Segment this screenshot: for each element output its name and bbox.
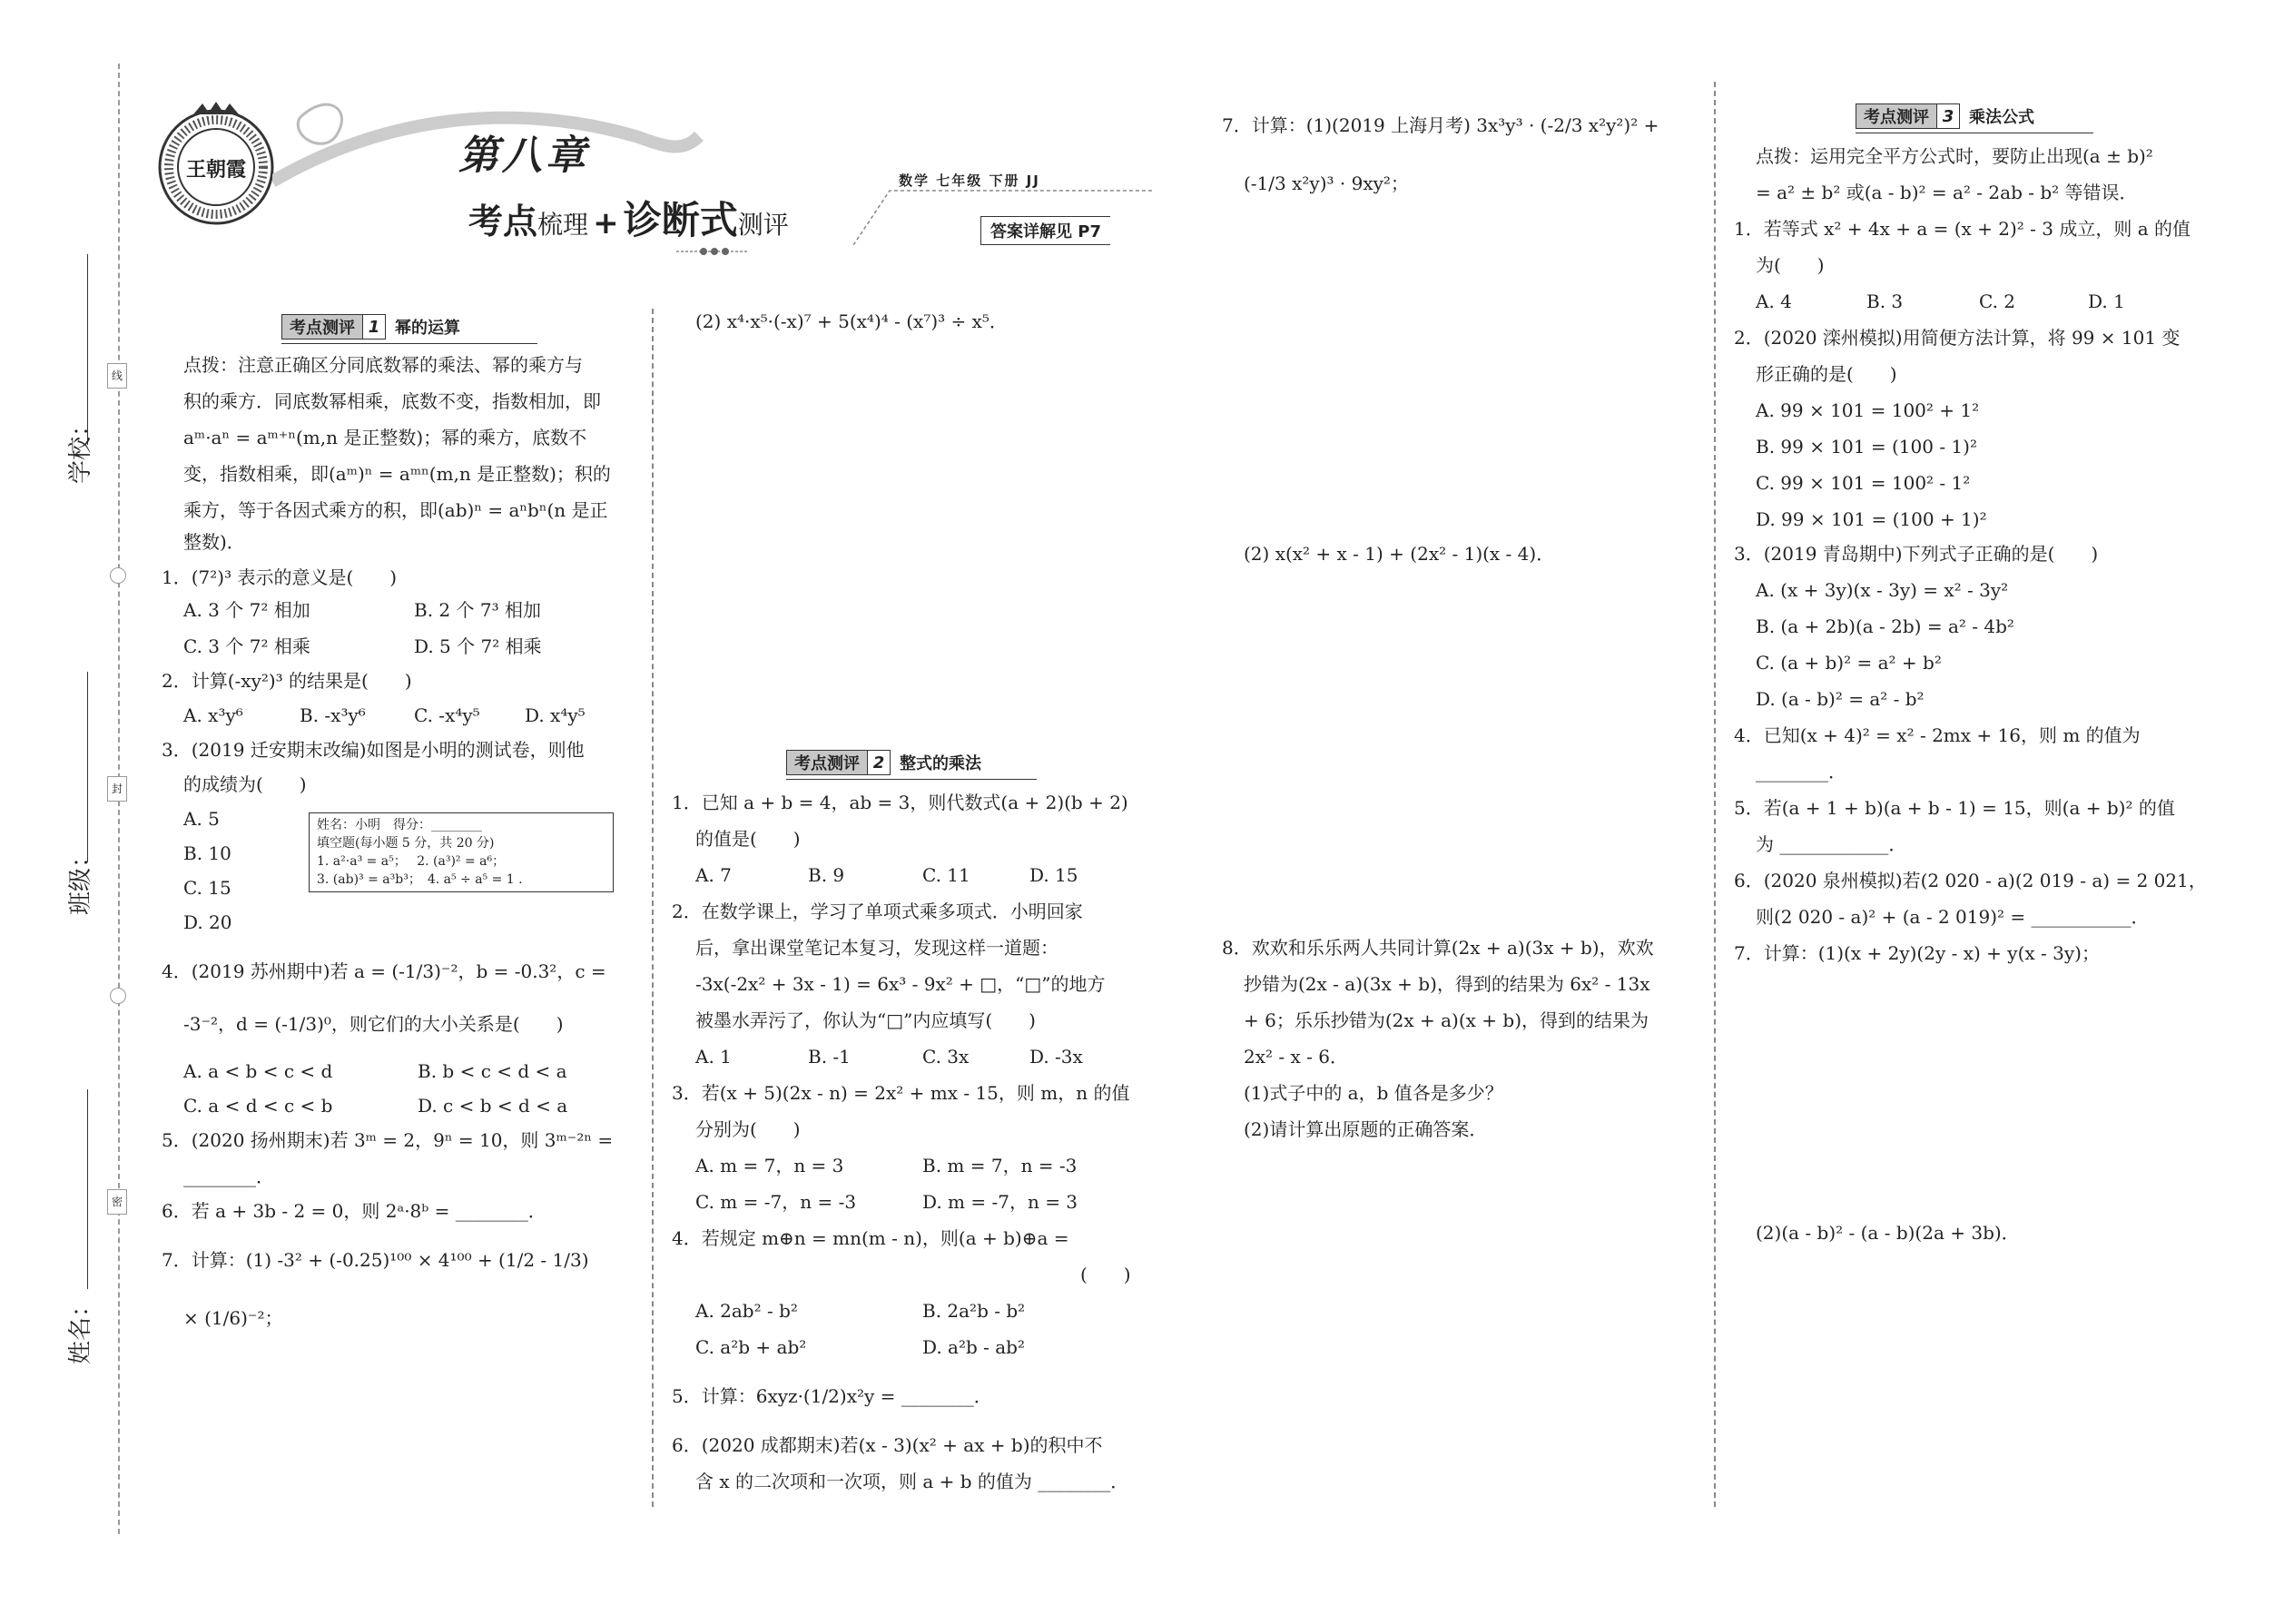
title-part-kaodian: 考点 — [468, 202, 538, 241]
s1-q3-line2: 的成绩为( ) — [183, 773, 307, 795]
s2-q2-option-c[interactable]: C. 3x — [922, 1046, 970, 1068]
s3-q1-option-a[interactable]: A. 4 — [1756, 290, 1792, 312]
answer-reference — [980, 216, 1110, 245]
s3-q1-option-b[interactable]: B. 3 — [1866, 290, 1904, 312]
binding-hole-1 — [110, 567, 126, 584]
c3-q8-line: 2x² - x - 6． — [1244, 1046, 1348, 1068]
dot-ornament — [676, 245, 749, 258]
c3-q7-part2: (2) x(x² + x - 1) + (2x² - 1)(x - 4)． — [1244, 543, 1555, 565]
s3-q7: 7．计算：(1)(x + 2y)(2y - x) + y(x - 3y)； — [1734, 942, 2100, 964]
s2-q1-option-d[interactable]: D. 15 — [1029, 864, 1078, 886]
column-separator-1 — [652, 309, 654, 1507]
c3-q8-line: (2)请计算出原题的正确答案． — [1244, 1118, 1488, 1140]
s2-q2-line: 后，拿出课堂笔记本复习，发现这样一道题： — [695, 937, 1058, 959]
s3-q6-line2[interactable]: 则(2 020 - a)² + (a - 2 019)² = ___________． — [1756, 906, 2150, 928]
s2-q1-option-a[interactable]: A. 7 — [695, 864, 732, 886]
section-1-underline — [281, 343, 537, 344]
section-3-label: 考点测评 — [1856, 103, 1937, 129]
name-label: 姓名： — [67, 1293, 94, 1364]
s3-q7-part2: (2)(a - b)² - (a - b)(2a + 3b)． — [1756, 1222, 2020, 1244]
c3-q8-line: 抄错为(2x - a)(3x + b)，得到的结果为 6x² - 13x — [1244, 973, 1650, 995]
s2-q4-line1: 4．若规定 m⊕n = mn(m - n)，则(a + b)⊕a = — [672, 1227, 1069, 1249]
s1-q4-option-d[interactable]: D. c < b < d < a — [418, 1095, 568, 1117]
seal-mark-line: 线 — [107, 363, 127, 389]
s3-q1-line1: 1．若等式 x² + 4x + a = (x + 2)² - 3 成立，则 a 的值 — [1734, 218, 2191, 240]
section-2-title: 整式的乘法 — [900, 754, 981, 773]
s1-q3-line1: 3．(2019 迁安期末改编)如图是小明的测试卷，则他 — [162, 739, 585, 761]
s3-q3-option-c[interactable]: C. (a + b)² = a² + b² — [1756, 652, 1942, 674]
s3-q3: 3．(2019 青岛期中)下列式子正确的是( ) — [1734, 543, 2099, 565]
c3-q8-line: (1)式子中的 a，b 值各是多少？ — [1244, 1082, 1503, 1104]
s1-tip-line: 变，指数相乘，即(aᵐ)ⁿ = aᵐⁿ(m,n 是正整数)；积的 — [183, 463, 611, 485]
s2-q3-option-d[interactable]: D. m = -7，n = 3 — [922, 1191, 1078, 1213]
answer-reference-text: 答案详解见 P7 — [990, 222, 1101, 241]
class-line — [87, 672, 88, 862]
c3-q8-line: 8．欢欢和乐乐两人共同计算(2x + a)(3x + b)，欢欢 — [1222, 937, 1654, 959]
s3-q2-option-a[interactable]: A. 99 × 101 = 100² + 1² — [1756, 399, 1980, 421]
s1-q1-option-b[interactable]: B. 2 个 7³ 相加 — [414, 599, 541, 621]
s1-q4-option-a[interactable]: A. a < b < c < d — [183, 1060, 333, 1082]
binding-hole-2 — [110, 988, 126, 1004]
s3-q4-line2[interactable]: ________． — [1756, 761, 1846, 782]
seal-mark-secret: 密 — [107, 1189, 127, 1215]
s1-q6[interactable]: 6．若 a + 3b - 2 = 0，则 2ᵃ·8ᵇ = ________． — [162, 1200, 546, 1222]
section-1-label: 考点测评 — [281, 314, 363, 340]
s2-q2-line: -3x(-2x² + 3x - 1) = 6x³ - 9x² + □，“□”的地方 — [695, 973, 1106, 995]
s3-q2-line1: 2．(2020 滦州模拟)用简便方法计算，将 99 × 101 变 — [1734, 327, 2181, 349]
c3-q7-line2: (-1/3 x²y)³ · 9xy²； — [1244, 172, 1409, 194]
s1-q1-option-c[interactable]: C. 3 个 7² 相乘 — [183, 635, 310, 657]
s2-q4-option-b[interactable]: B. 2a²b - b² — [922, 1300, 1026, 1322]
s1-tip-line: aᵐ·aⁿ = aᵐ⁺ⁿ(m,n 是正整数)；幂的乘方，底数不 — [183, 427, 587, 448]
s2-q3-option-b[interactable]: B. m = 7，n = -3 — [922, 1155, 1078, 1176]
s3-q2-option-b[interactable]: B. 99 × 101 = (100 - 1)² — [1756, 436, 1977, 458]
section-3-number: 3 — [1937, 103, 1960, 129]
card-line: 姓名：小明 得分：________ — [317, 818, 482, 832]
class-label: 班级： — [67, 843, 94, 915]
s2-q3-option-a[interactable]: A. m = 7，n = 3 — [695, 1155, 844, 1176]
column-separator-2 — [1714, 82, 1716, 1507]
s2-q3-line1: 3．若(x + 5)(2x - n) = 2x² + mx - 15，则 m，n 的值 — [672, 1082, 1130, 1104]
section-main-title — [468, 191, 789, 245]
s2-q2-line: 被墨水弄污了，你认为“□”内应填写( ) — [695, 1009, 1036, 1031]
section-3-title: 乘法公式 — [1969, 108, 2034, 127]
s1-q2-option-b[interactable]: B. -x³y⁶ — [300, 704, 366, 726]
s1-q5-line2[interactable]: ________． — [183, 1166, 274, 1187]
section-1-header — [281, 314, 469, 340]
s2-q1-line2: 的值是( ) — [695, 828, 801, 850]
name-field[interactable] — [62, 1089, 94, 1380]
title-plus: + — [593, 205, 619, 241]
section-1-number: 1 — [363, 314, 386, 340]
s2-q4-option-c[interactable]: C. a²b + ab² — [695, 1336, 807, 1358]
s2-q3-line2: 分别为( ) — [695, 1118, 801, 1140]
s2-q6-line1: 6．(2020 成都期末)若(x - 3)(x² + ax + b)的积中不 — [672, 1434, 1103, 1456]
s1-q3-option-c[interactable]: C. 15 — [183, 877, 231, 899]
subject-label: 数学 七年级 下册 JJ — [899, 172, 1040, 189]
s3-q5-line2[interactable]: 为 ____________． — [1756, 833, 1907, 855]
s1-tip-line: 积的乘方．同底数幂相乘，底数不变，指数相加，即 — [183, 390, 601, 412]
card-line: 3. (ab)³ = a³b³； 4. a⁵ ÷ a⁵ = 1 . — [317, 872, 523, 887]
s3-q3-option-d[interactable]: D. (a - b)² = a² - b² — [1756, 688, 1925, 710]
s2-q6-line2[interactable]: 含 x 的二次项和一次项，则 a + b 的值为 ________． — [695, 1471, 1129, 1492]
s2-q1-option-b[interactable]: B. 9 — [808, 864, 845, 886]
s3-q3-option-a[interactable]: A. (x + 3y)(x - 3y) = x² - 3y² — [1756, 579, 2009, 601]
chapter-title: 第八章 — [458, 133, 589, 179]
s2-q5[interactable]: 5．计算：6xyz·(1/2)x²y = ________． — [672, 1385, 992, 1407]
s1-q3-option-b[interactable]: B. 10 — [183, 842, 231, 864]
s3-q1-line2: 为( ) — [1756, 254, 1825, 276]
s2-q4-option-d[interactable]: D. a²b - ab² — [922, 1336, 1025, 1358]
brand-logo — [153, 102, 280, 229]
school-field[interactable] — [62, 254, 94, 527]
title-part-shuli: 梳理 — [537, 210, 589, 240]
s3-q2-option-c[interactable]: C. 99 × 101 = 100² - 1² — [1756, 472, 1971, 494]
card-line: 填空题(每小题 5 分，共 20 分) — [317, 836, 495, 851]
s1-q4-option-c[interactable]: C. a < d < c < b — [183, 1095, 333, 1117]
c3-q8-line: + 6；乐乐抄错为(2x + a)(x + b)，得到的结果为 — [1244, 1009, 1649, 1031]
s2-q2-option-a[interactable]: A. 1 — [695, 1046, 732, 1068]
s1-q4-option-b[interactable]: B. b < c < d < a — [418, 1060, 567, 1082]
s3-q1-option-c[interactable]: C. 2 — [1979, 290, 2016, 312]
s1-q5-line1: 5．(2020 扬州期末)若 3ᵐ = 2，9ⁿ = 10，则 3ᵐ⁻²ⁿ = — [162, 1129, 614, 1151]
s1-tip-line: 整数)． — [183, 531, 245, 553]
s1-q7-line2: × (1/6)⁻²； — [183, 1307, 283, 1329]
section-3-header — [1856, 103, 2043, 129]
section-2-number: 2 — [868, 750, 891, 775]
class-field[interactable] — [62, 672, 94, 944]
school-label: 学校： — [67, 412, 94, 484]
s3-tip-line: = a² ± b² 或(a - b)² = a² - 2ab - b² 等错误． — [1756, 182, 2138, 203]
s3-q2-line2: 形正确的是( ) — [1756, 363, 1897, 385]
s2-q4-option-a[interactable]: A. 2ab² - b² — [695, 1300, 798, 1322]
s1-q2-option-c[interactable]: C. -x⁴y⁵ — [414, 704, 480, 726]
s1-q3-option-a[interactable]: A. 5 — [183, 808, 220, 830]
s1-tip-line: 乘方，等于各因式乘方的积，即(ab)ⁿ = aⁿbⁿ(n 是正 — [183, 499, 608, 521]
s3-q3-option-b[interactable]: B. (a + 2b)(a - 2b) = a² - 4b² — [1756, 615, 2014, 637]
s2-q2-option-b[interactable]: B. -1 — [808, 1046, 851, 1068]
section-1-title: 幂的运算 — [395, 319, 460, 338]
s1-q4-line2: -3⁻²，d = (-1/3)⁰，则它们的大小关系是( ) — [183, 1013, 564, 1035]
seal-mark-seal: 封 — [107, 776, 127, 802]
s1-q3-option-d[interactable]: D. 20 — [183, 911, 232, 933]
card-line: 1. a²·a³ = a⁵； 2. (a³)² = a⁶； — [317, 854, 506, 869]
s1-q7-part2: (2) x⁴·x⁵·(-x)⁷ + 5(x⁴)⁴ - (x⁷)³ ÷ x⁵． — [695, 310, 1008, 332]
s2-q3-option-c[interactable]: C. m = -7，n = -3 — [695, 1191, 857, 1213]
name-line — [87, 1089, 88, 1289]
s3-q5-line1: 5．若(a + 1 + b)(a + b - 1) = 15，则(a + b)² 的值 — [1734, 797, 2175, 819]
s3-q1-option-d[interactable]: D. 1 — [2088, 290, 2125, 312]
s2-q1-line1: 1．已知 a + b = 4，ab = 3，则代数式(a + 2)(b + 2) — [672, 792, 1128, 813]
s1-q1: 1．(7²)³ 表示的意义是( ) — [162, 566, 398, 588]
student-test-card — [309, 812, 614, 892]
s2-q2-line: 2．在数学课上，学习了单项式乘多项式．小明回家 — [672, 901, 1083, 922]
section-2-underline — [786, 779, 1037, 780]
section-2-label: 考点测评 — [786, 750, 868, 775]
s3-q6-line1: 6．(2020 泉州模拟)若(2 020 - a)(2 019 - a) = 2 021， — [1734, 870, 2207, 891]
section-2-header — [786, 750, 990, 775]
s2-q1-option-c[interactable]: C. 11 — [922, 864, 970, 886]
s3-q2-option-d[interactable]: D. 99 × 101 = (100 + 1)² — [1756, 508, 1987, 530]
s1-q1-option-a[interactable]: A. 3 个 7² 相加 — [183, 599, 310, 621]
title-part-zhenduan: 诊断式 — [623, 198, 738, 242]
s1-q2-option-a[interactable]: A. x³y⁶ — [183, 704, 243, 726]
title-part-ceping: 测评 — [737, 210, 789, 240]
s1-q7-line1: 7．计算：(1) -3² + (-0.25)¹⁰⁰ × 4¹⁰⁰ + (1/2 - 1/3) — [162, 1249, 589, 1271]
logo-text: 王朝霞 — [185, 158, 246, 182]
s2-q2-option-d[interactable]: D. -3x — [1029, 1046, 1083, 1068]
s3-tip-line: 点拨：运用完全平方公式时，要防止出现(a ± b)² — [1756, 145, 2153, 167]
s1-q4-line1: 4．(2019 苏州期中)若 a = (-1/3)⁻²，b = -0.3²，c = — [162, 960, 606, 982]
c3-q7-line1: 7．计算：(1)(2019 上海月考) 3x³y³ · (-2/3 x²y²)² + — [1222, 114, 1659, 136]
s2-q4-line2: ( ) — [1080, 1264, 1131, 1285]
s1-q2-option-d[interactable]: D. x⁴y⁵ — [525, 704, 586, 726]
s1-q1-option-d[interactable]: D. 5 个 7² 相乘 — [414, 635, 542, 657]
s1-tip-line: 点拨：注意正确区分同底数幂的乘法、幂的乘方与 — [183, 354, 583, 376]
s1-q2: 2．计算(-xy²)³ 的结果是( ) — [162, 670, 412, 692]
s3-q4-line1: 4．已知(x + 4)² = x² - 2mx + 16，则 m 的值为 — [1734, 724, 2141, 746]
